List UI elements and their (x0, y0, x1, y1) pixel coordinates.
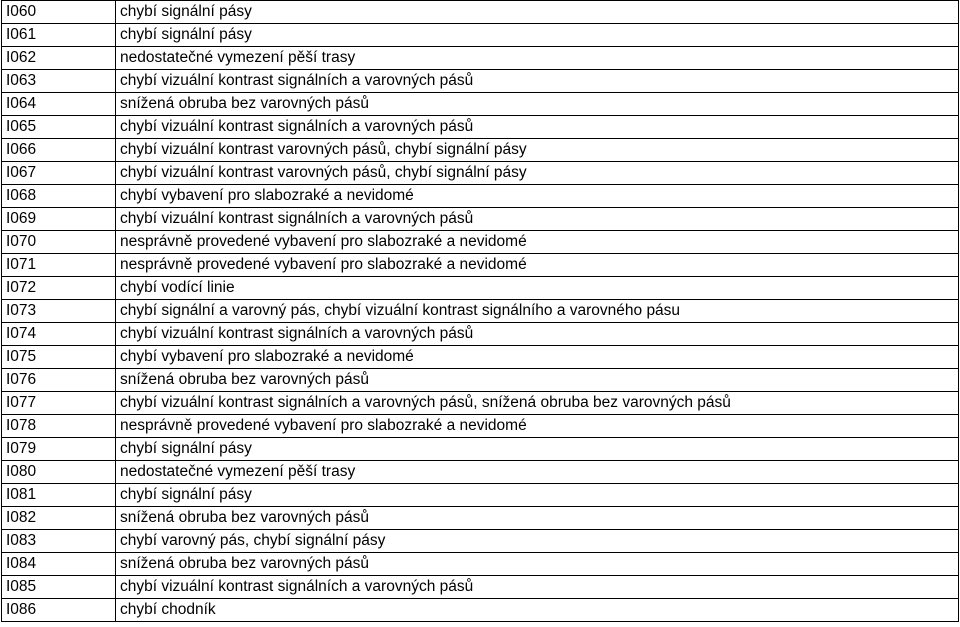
table-row (2, 47, 959, 70)
defect-description-cell: nesprávně provedené vybavení pro slabozraké a nevidomé (116, 231, 959, 254)
defect-description-cell: chybí vybavení pro slabozraké a nevidomé (116, 346, 959, 369)
table-row (2, 208, 959, 231)
table-row (2, 323, 959, 346)
table-row (2, 461, 959, 484)
table-row (2, 484, 959, 507)
defect-code-cell: I077 (2, 392, 116, 415)
table-row (2, 300, 959, 323)
defect-description-cell: snížená obruba bez varovných pásů (116, 93, 959, 116)
defect-description-cell: chybí vizuální kontrast signálních a varovných pásů (116, 116, 959, 139)
table-row (2, 1, 959, 24)
defect-description-cell: chybí vizuální kontrast signálních a varovných pásů (116, 323, 959, 346)
defect-code-cell: I073 (2, 300, 116, 323)
defect-code-cell: I065 (2, 116, 116, 139)
defect-description-cell: chybí vizuální kontrast varovných pásů, chybí signální pásy (116, 139, 959, 162)
defect-description-cell: chybí vybavení pro slabozraké a nevidomé (116, 185, 959, 208)
table-row (2, 392, 959, 415)
defect-description-cell: chybí chodník (116, 599, 959, 622)
defect-code-cell: I080 (2, 461, 116, 484)
table-row (2, 185, 959, 208)
defect-description-cell: chybí signální pásy (116, 438, 959, 461)
defect-description-cell: snížená obruba bez varovných pásů (116, 553, 959, 576)
table-row (2, 438, 959, 461)
table-row (2, 277, 959, 300)
defect-description-cell: snížená obruba bez varovných pásů (116, 507, 959, 530)
defect-code-cell: I069 (2, 208, 116, 231)
defects-table (1, 0, 959, 622)
defect-description-cell: chybí vizuální kontrast signálních a varovných pásů (116, 576, 959, 599)
table-row (2, 116, 959, 139)
defect-description-cell: nesprávně provedené vybavení pro slabozraké a nevidomé (116, 415, 959, 438)
defect-description-cell: nedostatečné vymezení pěší trasy (116, 47, 959, 70)
table-row (2, 346, 959, 369)
defect-description-cell: chybí vodící linie (116, 277, 959, 300)
defect-code-cell: I078 (2, 415, 116, 438)
defect-description-cell: chybí vizuální kontrast signálních a varovných pásů (116, 70, 959, 93)
table-row (2, 24, 959, 47)
defect-code-cell: I060 (2, 1, 116, 24)
table-row (2, 599, 959, 622)
defect-description-cell: nedostatečné vymezení pěší trasy (116, 461, 959, 484)
defect-code-cell: I074 (2, 323, 116, 346)
defect-code-cell: I072 (2, 277, 116, 300)
table-row (2, 553, 959, 576)
defect-code-cell: I063 (2, 70, 116, 93)
defect-code-cell: I062 (2, 47, 116, 70)
table-row (2, 530, 959, 553)
table-row (2, 70, 959, 93)
defect-description-cell: chybí signální pásy (116, 24, 959, 47)
defect-code-cell: I071 (2, 254, 116, 277)
table-row (2, 415, 959, 438)
table-row (2, 139, 959, 162)
defect-code-cell: I086 (2, 599, 116, 622)
table-row (2, 369, 959, 392)
table-row (2, 162, 959, 185)
defect-code-cell: I068 (2, 185, 116, 208)
defects-table-body (2, 1, 959, 622)
table-row (2, 507, 959, 530)
defect-code-cell: I083 (2, 530, 116, 553)
defect-description-cell: chybí vizuální kontrast signálních a varovných pásů, snížená obruba bez varovných pásů (116, 392, 959, 415)
defect-code-cell: I066 (2, 139, 116, 162)
table-row (2, 93, 959, 116)
defect-code-cell: I082 (2, 507, 116, 530)
defect-code-cell: I064 (2, 93, 116, 116)
defect-code-cell: I084 (2, 553, 116, 576)
defect-description-cell: chybí vizuální kontrast signálních a varovných pásů (116, 208, 959, 231)
defect-code-cell: I085 (2, 576, 116, 599)
defect-code-cell: I075 (2, 346, 116, 369)
defect-code-cell: I076 (2, 369, 116, 392)
defect-description-cell: nesprávně provedené vybavení pro slabozraké a nevidomé (116, 254, 959, 277)
defect-description-cell: chybí vizuální kontrast varovných pásů, chybí signální pásy (116, 162, 959, 185)
defect-description-cell: chybí signální pásy (116, 484, 959, 507)
table-row (2, 231, 959, 254)
defect-code-cell: I079 (2, 438, 116, 461)
defect-code-cell: I061 (2, 24, 116, 47)
defect-code-cell: I067 (2, 162, 116, 185)
table-row (2, 254, 959, 277)
defect-description-cell: chybí varovný pás, chybí signální pásy (116, 530, 959, 553)
defect-description-cell: snížená obruba bez varovných pásů (116, 369, 959, 392)
defect-description-cell: chybí signální a varovný pás, chybí vizuální kontrast signálního a varovného pásu (116, 300, 959, 323)
defect-code-cell: I070 (2, 231, 116, 254)
defect-code-cell: I081 (2, 484, 116, 507)
defect-description-cell: chybí signální pásy (116, 1, 959, 24)
table-row (2, 576, 959, 599)
